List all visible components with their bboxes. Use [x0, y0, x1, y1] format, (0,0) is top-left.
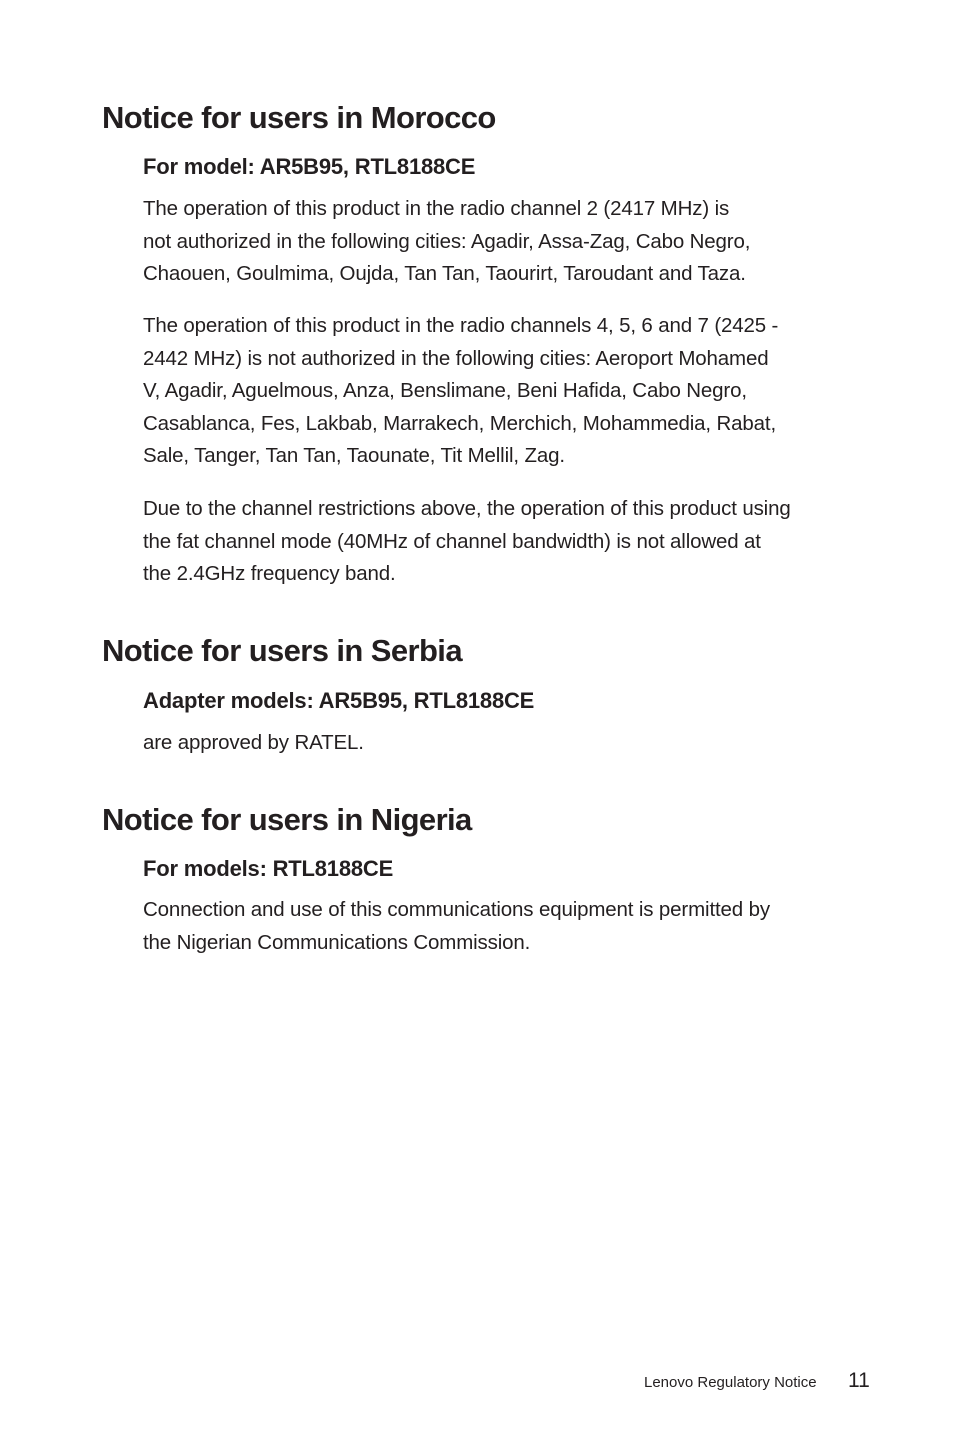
nigeria-paragraph — [143, 894, 883, 959]
footer-document-title: Lenovo Regulatory Notice — [644, 1374, 817, 1391]
text-line: Chaouen, Goulmima, Oujda, Tan Tan, Taourirt, Taroudant and Taza. — [143, 262, 746, 285]
text-line: the Nigerian Communications Commission. — [143, 930, 531, 954]
text-line: not authorized in the following cities: Agadir, Assa-Zag, Cabo Negro, — [143, 229, 751, 253]
text-line: The operation of this product in the radio channels 4, 5, 6 and 7 (2425 - — [143, 314, 779, 337]
text-line: the fat channel mode (40MHz of channel bandwidth) is not allowed at — [143, 529, 761, 553]
text-line: are approved by RATEL. — [143, 731, 364, 754]
text-line: Sale, Tanger, Tan Tan, Taounate, Tit Mellil, Zag. — [143, 444, 565, 467]
morocco-paragraph-fat-channel — [143, 493, 883, 591]
text-line: Connection and use of this communications equipment is permitted by — [143, 898, 770, 921]
text-line: The operation of this product in the radio channel 2 (2417 MHz) is — [143, 197, 730, 220]
serbia-subheading: Adapter models: AR5B95, RTL8188CE — [143, 688, 535, 713]
text-line: Due to the channel restrictions above, the operation of this product using — [143, 497, 791, 520]
morocco-subheading: For model: AR5B95, RTL8188CE — [143, 154, 476, 179]
text-line: 2442 MHz) is not authorized in the following cities: Aeroport Mohamed — [143, 346, 769, 370]
text-line: the 2.4GHz frequency band. — [143, 562, 396, 585]
text-line: V, Agadir, Aguelmous, Anza, Benslimane, Beni Hafida, Cabo Negro, — [143, 379, 747, 402]
serbia-paragraph — [143, 727, 883, 760]
morocco-paragraph-channels-4-7 — [143, 310, 883, 473]
text-line: Casablanca, Fes, Lakbab, Marrakech, Merchich, Mohammedia, Rabat, — [143, 411, 777, 435]
morocco-paragraph-channel-2 — [143, 193, 883, 291]
page-number: 11 — [848, 1369, 870, 1392]
serbia-heading: Notice for users in Serbia — [102, 633, 462, 668]
nigeria-subheading: For models: RTL8188CE — [143, 856, 394, 881]
nigeria-heading: Notice for users in Nigeria — [102, 802, 472, 837]
morocco-heading: Notice for users in Morocco — [102, 100, 496, 135]
